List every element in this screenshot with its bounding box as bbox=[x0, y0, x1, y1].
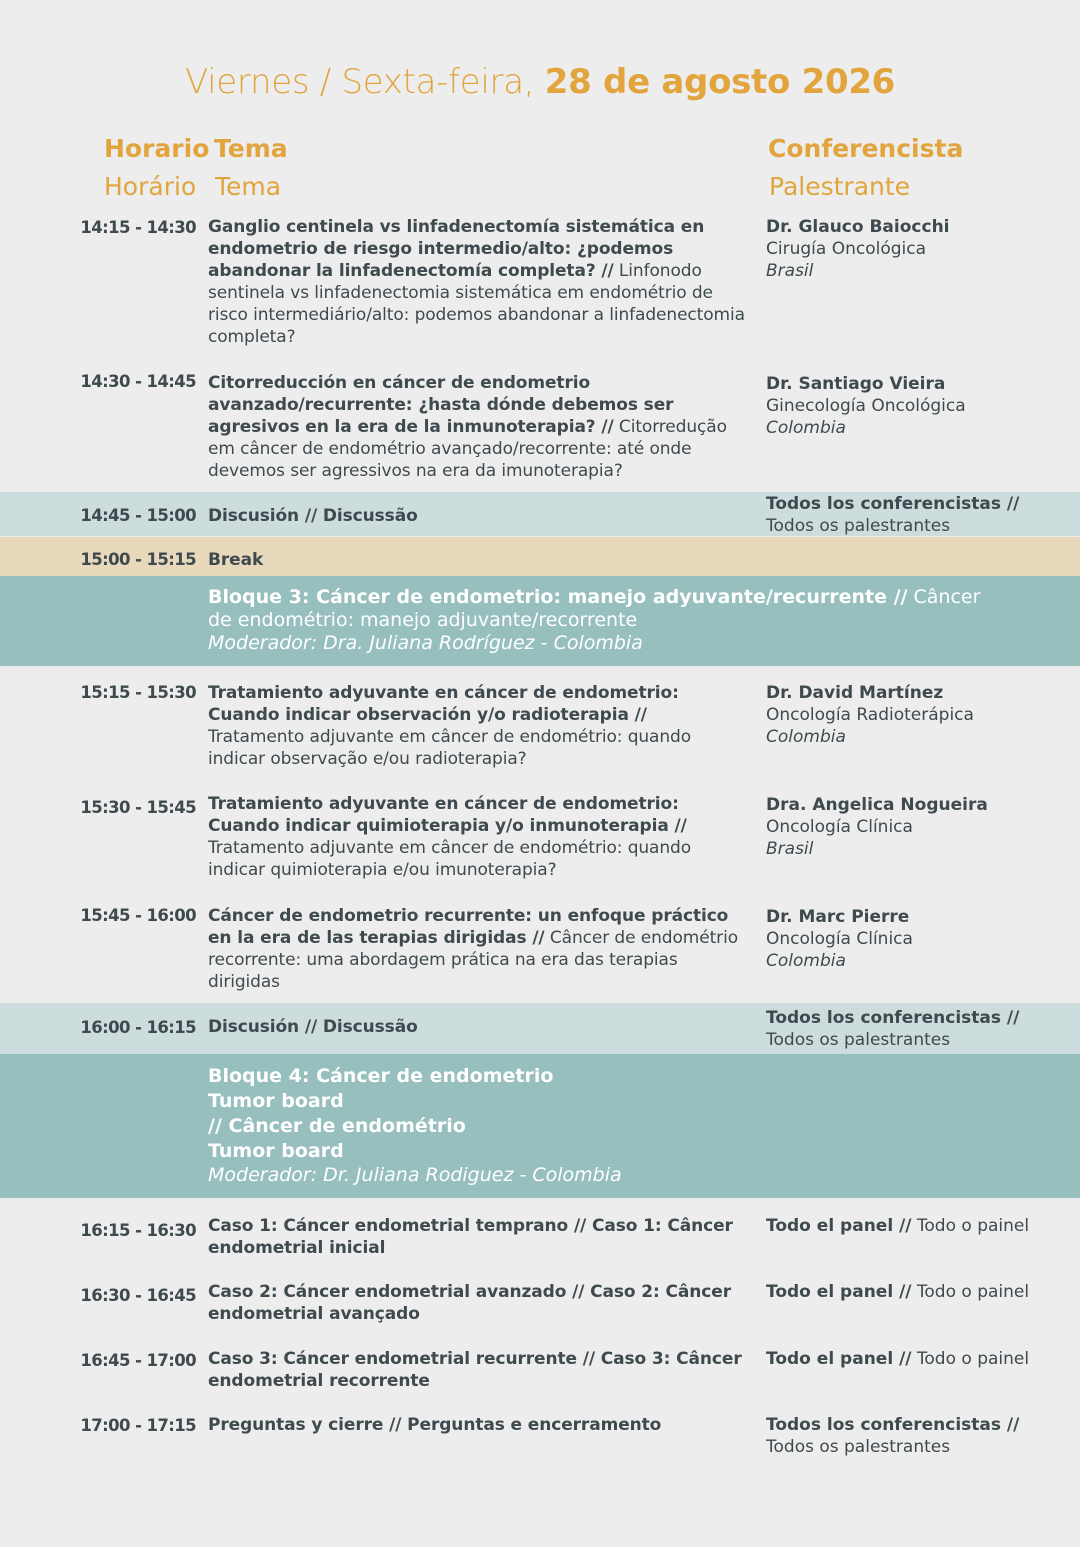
block-moderator: Moderador: Dr. Juliana Rodiguez - Colombia bbox=[208, 1164, 622, 1186]
session-time: 14:30 - 14:45 bbox=[80, 372, 196, 391]
col-header-topic-pt: Tema bbox=[215, 172, 282, 201]
col-header-speaker-es: Conferencista bbox=[768, 134, 964, 163]
speaker-info bbox=[766, 1215, 1066, 1237]
speaker-name: Dr. Marc Pierre bbox=[766, 907, 910, 927]
topic-pt: Tratamento adjuvante em câncer de endométrio: quando indicar observação e/ou radioterapia? bbox=[208, 727, 692, 769]
speaker-name: Dr. Santiago Vieira bbox=[766, 374, 946, 394]
session-time: 17:00 - 17:15 bbox=[80, 1416, 196, 1435]
session-time: 16:30 - 16:45 bbox=[80, 1286, 196, 1305]
title-prefix: Viernes / Sexta-feira, bbox=[184, 62, 545, 102]
speaker-info bbox=[766, 216, 1066, 282]
speaker-info bbox=[766, 794, 1066, 860]
block-3-title bbox=[208, 586, 988, 655]
session-topic bbox=[208, 905, 748, 993]
speaker-country: Colombia bbox=[766, 727, 846, 747]
topic-pt: Tratamento adjuvante em câncer de endométrio: quando indicar quimioterapia e/ou imunoterapia? bbox=[208, 838, 692, 880]
session-topic bbox=[208, 1215, 748, 1259]
session-topic bbox=[208, 1348, 748, 1392]
session-topic bbox=[208, 505, 748, 527]
page-title bbox=[0, 62, 1080, 102]
col-header-time-pt: Horário bbox=[104, 172, 197, 201]
speaker-name: Dr. Glauco Baiocchi bbox=[766, 217, 950, 237]
break-band bbox=[0, 537, 1080, 576]
col-header-time-es: Horario bbox=[104, 134, 210, 163]
title-date: 28 de agosto 2026 bbox=[544, 62, 896, 102]
topic-es: Discusión // Discussão bbox=[208, 506, 418, 526]
block-title-line: Tumor board bbox=[208, 1140, 344, 1162]
topic-pt: Linfonodo sentinela vs linfadenectomia sistemática em endométrio de risco intermediário/alto: podemos abandonar a linfadenectomia completa? bbox=[208, 261, 745, 347]
session-topic bbox=[208, 372, 748, 482]
block-3-header bbox=[0, 576, 1080, 666]
block-moderator: Moderador: Dra. Juliana Rodríguez - Colombia bbox=[208, 632, 643, 654]
session-time: 15:00 - 15:15 bbox=[80, 550, 196, 569]
speaker-info bbox=[766, 1348, 1066, 1370]
session-topic bbox=[208, 216, 748, 348]
speaker-specialty: Oncología Radioterápica bbox=[766, 705, 974, 725]
session-time: 16:45 - 17:00 bbox=[80, 1351, 196, 1370]
topic-es: Discusión // Discussão bbox=[208, 1017, 418, 1037]
speaker-info bbox=[766, 1007, 1066, 1051]
topic-es: Citorreducción en cáncer de endometrio avanzado/recurrente: ¿hasta dónde debemos ser agresivos en la era de la inmunoterapia? // bbox=[208, 373, 674, 437]
session-topic bbox=[208, 793, 748, 881]
speaker-all: Todos los conferencistas // bbox=[766, 1008, 1020, 1028]
speaker-all-pt: Todos os palestrantes bbox=[766, 1437, 951, 1457]
col-header-speaker-pt: Palestrante bbox=[769, 172, 911, 201]
speaker-info bbox=[766, 493, 1066, 537]
block-title-line: Tumor board bbox=[208, 1090, 344, 1112]
session-topic bbox=[208, 1016, 748, 1038]
topic-es: Caso 1: Cáncer endometrial temprano // Caso 1: Câncer endometrial inicial bbox=[208, 1216, 733, 1258]
speaker-name: Dra. Angelica Nogueira bbox=[766, 795, 988, 815]
block-title-line: Bloque 4: Cáncer de endometrio bbox=[208, 1065, 554, 1087]
speaker-info bbox=[766, 682, 1066, 748]
session-topic bbox=[208, 549, 748, 571]
session-topic bbox=[208, 682, 748, 770]
session-time: 15:45 - 16:00 bbox=[80, 906, 196, 925]
speaker-all: Todos los conferencistas // bbox=[766, 494, 1020, 514]
col-header-topic-es: Tema bbox=[214, 134, 288, 163]
session-time: 15:15 - 15:30 bbox=[80, 683, 196, 702]
speaker-info bbox=[766, 1414, 1066, 1458]
topic-es: Preguntas y cierre // Perguntas e encerramento bbox=[208, 1415, 662, 1435]
speaker-all: Todos los conferencistas // bbox=[766, 1415, 1020, 1435]
speaker-country: Colombia bbox=[766, 418, 846, 438]
break-label: Break bbox=[208, 550, 264, 570]
block-4-title bbox=[208, 1064, 988, 1187]
topic-es: Cáncer de endometrio recurrente: un enfoque práctico en la era de las terapias dirigidas // bbox=[208, 906, 729, 948]
session-time: 14:15 - 14:30 bbox=[80, 218, 196, 237]
speaker-info bbox=[766, 1281, 1066, 1303]
session-time: 15:30 - 15:45 bbox=[80, 798, 196, 817]
topic-es: Tratamiento adyuvante en cáncer de endometrio: Cuando indicar quimioterapia y/o inmunoterapia // bbox=[208, 794, 687, 836]
speaker-all: Todo el panel // bbox=[766, 1282, 912, 1302]
speaker-all-pt: Todos os palestrantes bbox=[766, 1030, 951, 1050]
discussion-band bbox=[0, 492, 1080, 536]
session-topic bbox=[208, 1281, 748, 1325]
speaker-all-pt: Todos os palestrantes bbox=[766, 516, 951, 536]
topic-pt: Citorredução em câncer de endométrio avançado/recorrente: até onde devemos ser agressivos na era da imunoterapia? bbox=[208, 417, 727, 481]
topic-es: Caso 2: Cáncer endometrial avanzado // Caso 2: Câncer endometrial avançado bbox=[208, 1282, 731, 1324]
block-title-es: Bloque 3: Cáncer de endometrio: manejo adyuvante/recurrente // bbox=[208, 586, 908, 608]
topic-es: Ganglio centinela vs linfadenectomía sistemática en endometrio de riesgo intermedio/alto: ¿podemos abandonar la linfadenectomía completa? // bbox=[208, 217, 705, 281]
topic-pt: Câncer de endométrio recorrente: uma abordagem prática na era das terapias dirigidas bbox=[208, 928, 738, 992]
speaker-specialty: Oncología Clínica bbox=[766, 929, 913, 949]
block-title-line: // Câncer de endométrio bbox=[208, 1115, 466, 1137]
speaker-country: Brasil bbox=[766, 839, 814, 859]
session-time: 14:45 - 15:00 bbox=[80, 506, 196, 525]
speaker-country: Colombia bbox=[766, 951, 846, 971]
topic-es: Tratamiento adyuvante en cáncer de endometrio: Cuando indicar observación y/o radioterapia // bbox=[208, 683, 679, 725]
speaker-country: Brasil bbox=[766, 261, 814, 281]
session-time: 16:15 - 16:30 bbox=[80, 1221, 196, 1240]
speaker-all-pt: Todo o painel bbox=[911, 1349, 1030, 1369]
speaker-all: Todo el panel // bbox=[766, 1349, 912, 1369]
speaker-specialty: Cirugía Oncológica bbox=[766, 239, 926, 259]
speaker-all-pt: Todo o painel bbox=[911, 1282, 1030, 1302]
speaker-all-pt: Todo o painel bbox=[911, 1216, 1030, 1236]
session-time: 16:00 - 16:15 bbox=[80, 1018, 196, 1037]
speaker-name: Dr. David Martínez bbox=[766, 683, 944, 703]
block-title-pt: Câncer de endométrio: manejo adjuvante/recorrente bbox=[208, 586, 981, 631]
speaker-specialty: Ginecología Oncológica bbox=[766, 396, 966, 416]
speaker-specialty: Oncología Clínica bbox=[766, 817, 913, 837]
speaker-all: Todo el panel // bbox=[766, 1216, 912, 1236]
session-topic bbox=[208, 1414, 748, 1436]
discussion-band bbox=[0, 1003, 1080, 1054]
speaker-info bbox=[766, 906, 1066, 972]
speaker-info bbox=[766, 373, 1066, 439]
block-4-header bbox=[0, 1054, 1080, 1198]
topic-es: Caso 3: Cáncer endometrial recurrente // Caso 3: Câncer endometrial recorrente bbox=[208, 1349, 742, 1391]
